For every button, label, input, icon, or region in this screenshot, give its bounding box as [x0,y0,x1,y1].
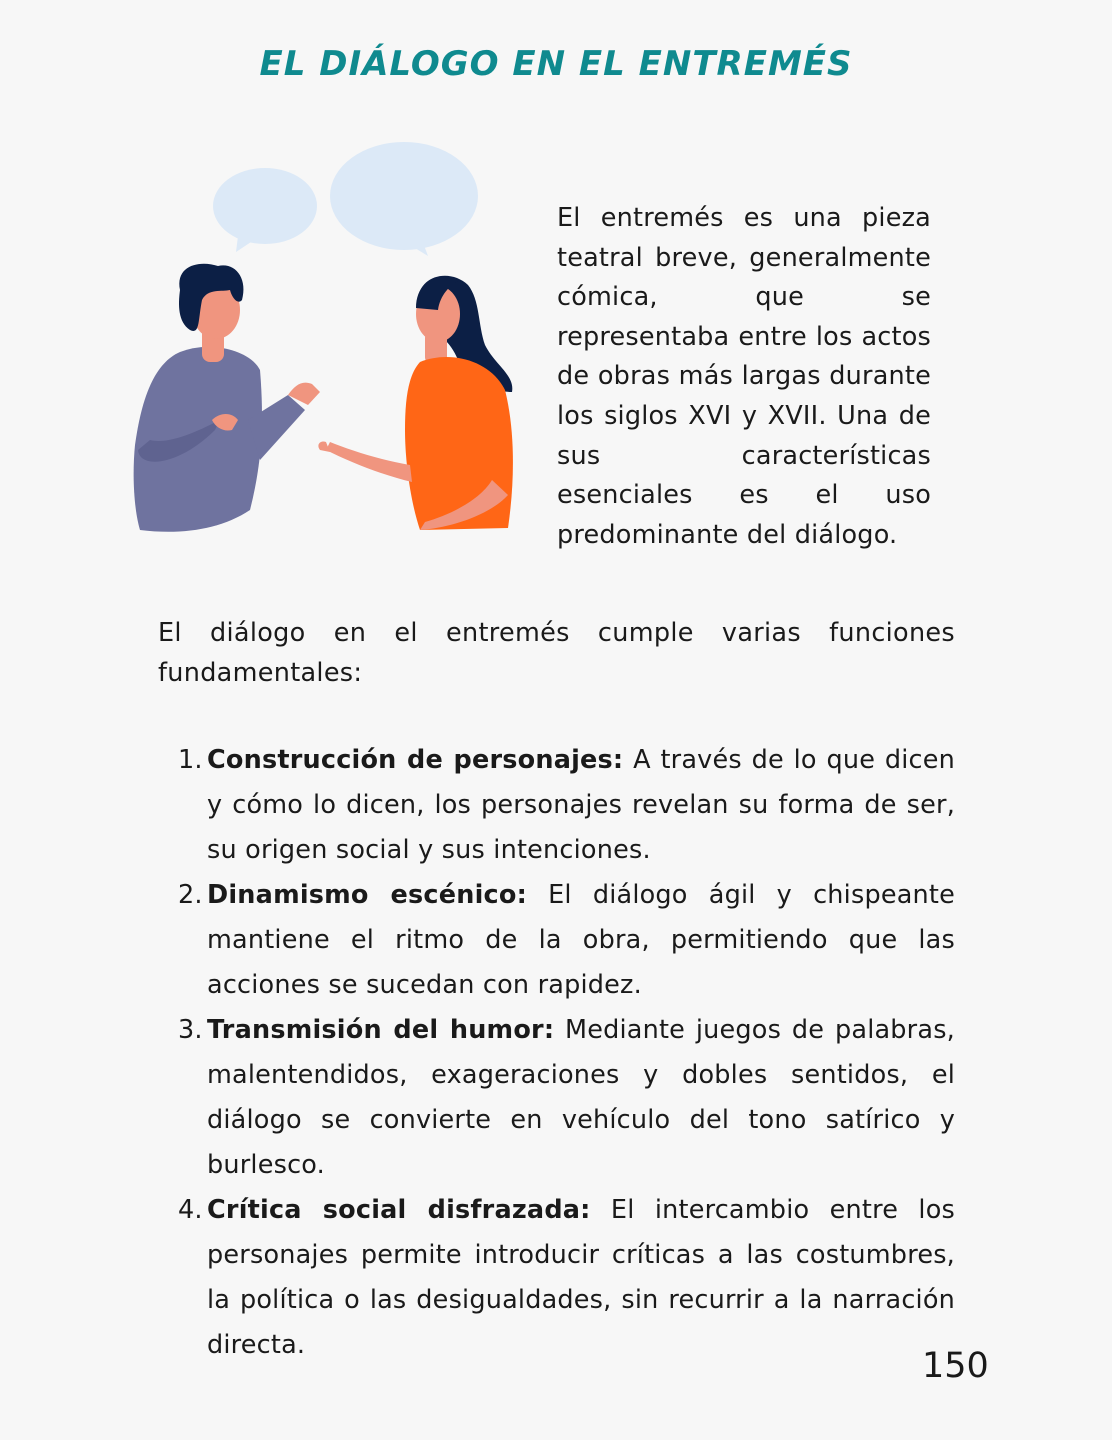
functions-list [158,738,955,1368]
speech-bubble-right [330,142,478,256]
list-item-heading: Construcción de personajes: [207,745,624,775]
list-item-number: 2. [178,880,203,910]
man-figure [134,264,320,532]
intro-paragraph: El entremés es una pieza teatral breve, generalmente cómica, que se representaba entre los actos de obras más largas durante los siglos XVI y XVII. Una de sus características esenciales es el uso predominante del diálogo. [557,203,931,550]
list-item [158,1188,955,1368]
list-item-heading: Transmisión del humor: [207,1015,555,1045]
list-item-text: A través de lo que dicen y cómo lo dicen, los personajes revelan su forma de ser, su origen social y sus intenciones. [207,745,955,865]
list-item-number: 3. [178,1015,203,1045]
woman-figure [318,276,513,530]
list-item-number: 4. [178,1195,203,1225]
list-item-text: El diálogo ágil y chispeante mantiene el ritmo de la obra, permitiendo que las acciones se sucedan con rapidez. [207,880,955,1000]
list-item [158,1008,955,1188]
list-item-text: Mediante juegos de palabras, malentendidos, exageraciones y dobles sentidos, el diálogo se convierte en vehículo del tono satírico y burlesco. [207,1015,955,1180]
list-item [158,873,955,1008]
conversation-illustration [120,130,530,550]
list-item [158,738,955,873]
list-item-number: 1. [178,745,203,775]
lead-paragraph: El diálogo en el entremés cumple varias funciones fundamentales: [158,618,955,688]
page-number: 150 [922,1346,989,1386]
list-item-heading: Crítica social disfrazada: [207,1195,591,1225]
page-title: EL DIÁLOGO EN EL ENTREMÉS [259,44,853,84]
list-item-heading: Dinamismo escénico: [207,880,527,910]
list-item-text: El intercambio entre los personajes permite introducir críticas a las costumbres, la política o las desigualdades, sin recurrir a la narración directa. [207,1195,955,1360]
speech-bubble-left [213,168,317,252]
